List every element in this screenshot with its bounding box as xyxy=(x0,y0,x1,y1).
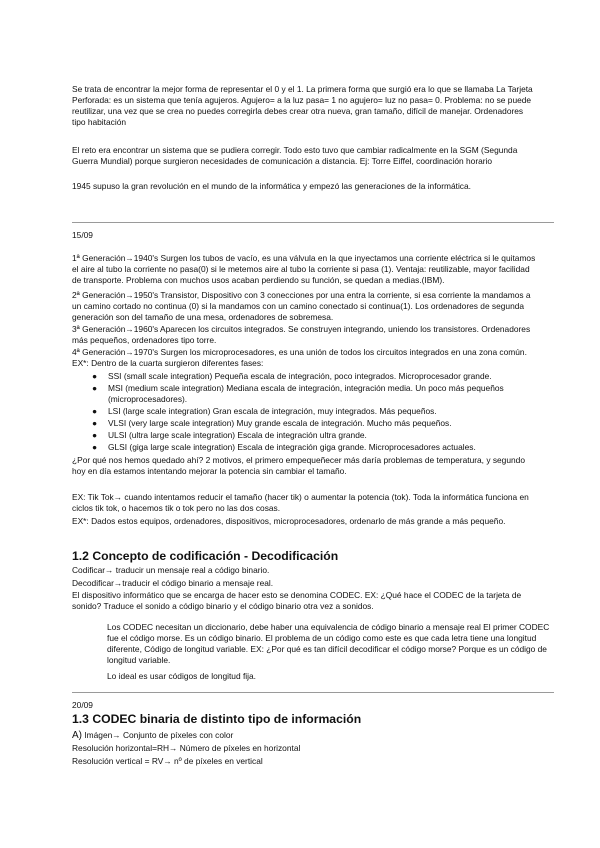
bullet-icon: ● xyxy=(92,442,98,452)
generation-1-text: 1ª Generación→1940's Surgen los tubos de vacío, es una válvula en la que inyectamos una corriente eléctrica si le quitamos el aire al tubo la corriente no pasa(0) si le metemos aire al tubo la corriente si pasa (1). Ventaja: reutilizable, mayor facilidad de transporte. Problema con muchos usos acaban perdiendo su función, se quedan a medias.(IBM). xyxy=(72,253,536,285)
codec-paragraph: El dispositivo informático que se encarga de hacer esto se denomina CODEC. EX: ¿Qué hace el CODEC de la tarjeta de sonido? Traduce el sonido a código binario y el código binario otra vez a sonidos. xyxy=(72,590,522,611)
tik-tok-paragraph: EX: Tik Tok→ cuando intentamos reducir el tamaño (hacer tik) o aumentar la potencia (tok). Toda la informática funciona en ciclos tik tok, o hacemos tik o tok pero no las dos cosas. xyxy=(72,492,529,513)
subsection-label: A) xyxy=(72,730,82,741)
divider xyxy=(72,692,554,693)
section-heading-codec: 1.2 Concepto de codificación - Decodificación xyxy=(72,549,339,563)
codec-dictionary-paragraph: Los CODEC necesitan un diccionario, debe haber una equivalencia de código binario a mensaje real El primer CODEC fue el código morse. Es un código binario. El problema de un código como este es que cada letra tiene una longitud diferente, Código de longitud variable. EX: ¿Por qué es tan difícil decodificar el código morse? Porque es un código de longitud variable. xyxy=(107,622,550,666)
date-label: 20/09 xyxy=(72,700,93,710)
section-heading-binary: 1.3 CODEC binaria de distinto tipo de información xyxy=(72,712,362,726)
intro-paragraph: Se trata de encontrar la mejor forma de representar el 0 y el 1. La primera forma que surgió era lo que se llamaba La Tarjeta Perforada: es un sistema que tenía agujeros. Agujero= a la luz pasa= 1 no agujero= luz no pasa= 0. Problema: no se puede reutilizar, una vez que se crea no puedes corregirla debes crear otra nueva, gran tamaño, difícil de manejar. Ordenadores tipo habitación xyxy=(72,84,533,127)
bullet-icon: ● xyxy=(92,418,98,428)
generation-4-text: 4ª Generación→1970's Surgen los microprocesadores, es una unión de todos los circuitos integrados en una zona común. EX*: Dentro de la cuarta surgieron diferentes fases: xyxy=(72,347,527,368)
bullet-icon: ● xyxy=(92,430,98,440)
bullet-icon: ● xyxy=(92,383,98,393)
divider xyxy=(72,222,554,223)
revolution-paragraph: 1945 supuso la gran revolución en el mundo de la informática y empezó las generaciones de la informática. xyxy=(72,181,471,191)
bullet-icon: ● xyxy=(92,371,98,381)
horizontal-resolution: Resolución horizontal=RH→ Número de píxeles en horizontal xyxy=(72,743,301,753)
decodificar-definition: Decodificar→traducir el código binario a mensaje real. xyxy=(72,578,274,588)
bullet-icon: ● xyxy=(92,406,98,416)
generation-2-text: 2ª Generación→1950's Transistor, Dispositivo con 3 conecciones por una entra la corriente, si esa corriente la mandamos a un camino cortado no continua (0) si la mandamos con un camino conectado si continua(1). Los ordenadores de segunda generación son del tamaño de una mesa, ordenadores de sobremesa. xyxy=(72,290,531,322)
fixed-length-note: Lo ideal es usar códigos de longitud fija. xyxy=(107,671,256,682)
exercise-paragraph: EX*: Dados estos equipos, ordenadores, dispositivos, microprocesadores, ordenarlo de más grande a más pequeño. xyxy=(72,516,506,526)
generation-3-text: 3ª Generación→1960's Aparecen los circuitos integrados. Se construyen integrando, uniendo los transistores. Ordenadores más pequeños, ordenadores tipo torre. xyxy=(72,324,531,345)
vertical-resolution: Resolución vertical = RV→ nº de píxeles en vertical xyxy=(72,756,263,766)
codificar-definition: Codificar→ traducir un mensaje real a código binario. xyxy=(72,565,270,575)
sgm-paragraph: El reto era encontrar un sistema que se pudiera corregir. Todo esto tuvo que cambiar radicalmente en la SGM (Segunda Guerra Mundial) porque surgieron necesidades de comunicación a distancia. Ej: Torre Eiffel, coordinación horario xyxy=(72,145,518,166)
image-definition: A) Imágen→ Conjunto de píxeles con color xyxy=(72,730,234,741)
date-label: 15/09 xyxy=(72,230,93,240)
document-page: Se trata de encontrar la mejor forma de representar el 0 y el 1. La primera forma que surgió era lo que se llamaba La Tarjeta Perforada: es un sistema que tenía agujeros. Agujero= a la luz pasa= 1 no agujero= luz no pasa= 0. Problema: no se puede reutilizar, una vez que se crea no puedes corregirla debes crear otra nueva, gran tamaño, difícil de manejar. Ordenadores tipo habitación El reto era encontrar un sistema que se pudiera corregir. Todo esto tuvo que cambiar radicalmente en la SGM (Segunda Guerra Mundial) porque surgieron necesidades de comunicación a distancia. Ej: Torre Eiffel, coordinación horario 1945 supuso la gran revolución en el mundo de la informática y empezó las generaciones de la informática. 15/09 1ª Generación→1940's Surgen los tubos de vacío, es una válvula en la que inyectamos una corriente eléctrica si le quitamos el aire al tubo la corriente no pasa(0) si le metemos aire al tubo la corriente si pasa (1). Ventaja: reutilizable, mayor facilidad de transporte. Problema con muchos usos acaban perdiendo su función, se quedan a medias.(IBM). 2ª Generación→1950's Transistor, Dispositivo con 3 conecciones por una entra la corriente, si esa corriente la mandamos a un camino cortado no continua (0) si la mandamos con un camino conectado si continua(1). Los ordenadores de segunda generación son del tamaño de una mesa, ordenadores de sobremesa. 3ª Generación→1960's Aparecen los circuitos integrados. Se construyen integrando, uniendo los transistores. Ordenadores más pequeños, ordenadores tipo torre. 4ª Generación→1970's Surgen los microprocesadores, es una unión de todos los circuitos integrados en una zona común. EX*: Dentro de la cuarta surgieron diferentes fases: ● SSI (small scale integration) Pequeña escala de integración, poco integrados. Microprocesador grande. ● MSI (medium scale integration) Mediana escala de integración, integración media. Un poco más pequeños (microprocesadores). ● LSI (large scale integration) Gran escala de integración, muy integrados. Más pequeños. ● VLSI (very large scale integration) Muy grande escala de integración. Mucho más pequeños. ● ULSI (ultra large scale integration) Escala de integración ultra grande. ● GLSI (giga large scale integration) Escala de integración giga grande. Microprocesadores actuales. ¿Por qué nos hemos quedado ahí? 2 motivos, el primero empequeñecer más daría problemas de temperatura, y segundo hoy en día estamos intentando mejorar la potencia sin cambiar el tamaño. EX: Tik Tok→ cuando intentamos reducir el tamaño (hacer tik) o aumentar la potencia (tok). Toda la informática funciona en ciclos tik tok, o hacemos tik o tok pero no las dos cosas. EX*: Dados estos equipos, ordenadores, dispositivos, microprocesadores, ordenarlo de más grande a más pequeño. 1.2 Concepto de codificación - Decodificación Codificar→ traducir un mensaje real a código binario. Decodificar→traducir el código binario a mensaje real. El dispositivo informático que se encarga de hacer esto se denomina CODEC. EX: ¿Qué hace el CODEC de la tarjeta de sonido? Traduce el sonido a código binario y el código binario otra vez a sonidos. Los CODEC necesitan un diccionario, debe haber una equivalencia de código binario a mensaje real El primer CODEC fue el código morse. Es un código binario. El problema de un código como este es que cada letra tiene una longitud diferente, Código de longitud variable. EX: ¿Por qué es tan difícil decodificar el código morse? Porque es un código de longitud variable. Lo ideal es usar códigos de longitud fija. 20/09 1.3 CODEC binaria de distinto tipo de información A) Imágen→ Conjunto de píxeles con color Resolución horizontal=RH→ Número de píxeles en horizontal Resolución vertical = RV→ nº de píxeles en vertical xyxy=(0,0,600,848)
question-paragraph: ¿Por qué nos hemos quedado ahí? 2 motivos, el primero empequeñecer más daría problemas de temperatura, y segundo hoy en día estamos intentando mejorar la potencia sin cambiar el tamaño. xyxy=(72,455,525,476)
